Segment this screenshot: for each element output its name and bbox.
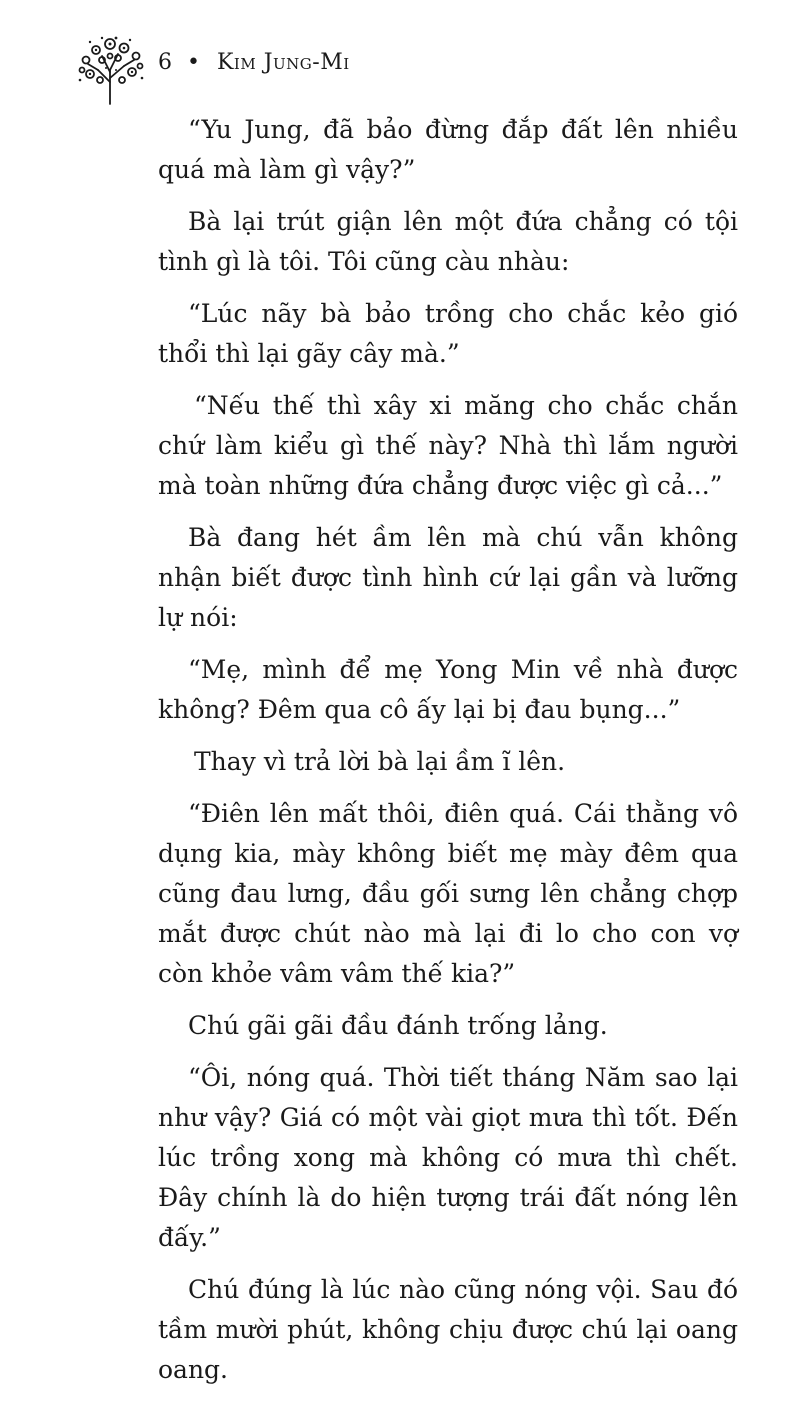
page-header xyxy=(72,28,148,108)
header-separator: • xyxy=(187,50,201,75)
running-head xyxy=(158,50,350,75)
paragraph: “Nếu thế thì xây xi măng cho chắc chắn chứ làm kiểu gì thế này? Nhà thì lắm người mà toàn những đứa chẳng được việc gì cả...” xyxy=(158,391,738,500)
paragraph: “Ôi, nóng quá. Thời tiết tháng Năm sao lại như vậy? Giá có một vài giọt mưa thì tốt. Đến lúc trồng xong mà không có mưa thì chết. Đây chính là do hiện tượng trái đất nóng lên đấy.” xyxy=(158,1063,738,1252)
body-text xyxy=(158,110,738,1402)
author-name: Kim Jung-Mi xyxy=(216,50,350,75)
paragraph: Thay vì trả lời bà lại ầm ĩ lên. xyxy=(194,747,566,776)
paragraph: Bà lại trút giận lên một đứa chẳng có tội tình gì là tôi. Tôi cũng càu nhàu: xyxy=(158,207,738,276)
paragraph: Chú gãi gãi đầu đánh trống lảng. xyxy=(188,1011,608,1040)
paragraph: “Mẹ, mình để mẹ Yong Min về nhà được không? Đêm qua cô ấy lại bị đau bụng...” xyxy=(158,655,738,724)
paragraph: “Điên lên mất thôi, điên quá. Cái thằng vô dụng kia, mày không biết mẹ mày đêm qua cũng đau lưng, đầu gối sưng lên chẳng chợp mắt được chút nào mà lại đi lo cho con vợ còn khỏe vâm vâm thế kia?” xyxy=(158,799,738,988)
paragraph: “Lúc nãy bà bảo trồng cho chắc kẻo gió thổi thì lại gãy cây mà.” xyxy=(158,299,738,368)
paragraph: Bà đang hét ầm lên mà chú vẫn không nhận biết được tình hình cứ lại gần và lưỡng lự nói: xyxy=(158,523,738,632)
tree-emblem-icon xyxy=(72,30,148,106)
paragraph: Chú đúng là lúc nào cũng nóng vội. Sau đó tầm mười phút, không chịu được chú lại oang oang. xyxy=(158,1275,738,1384)
page-number: 6 xyxy=(158,50,173,75)
paragraph: “Yu Jung, đã bảo đừng đắp đất lên nhiều quá mà làm gì vậy?” xyxy=(158,115,738,184)
